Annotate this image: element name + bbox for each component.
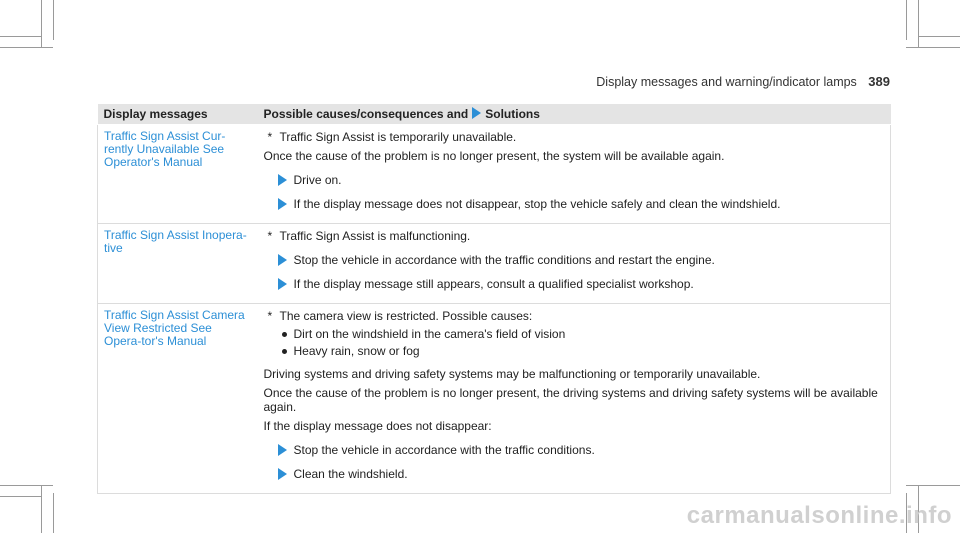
message-cell [98,304,258,494]
info-paragraph: Once the cause of the problem is no longer present, the driving systems and driving safety systems will be available again. [263,386,878,414]
display-message-text: Traffic Sign Assist Inopera-tive [104,228,247,255]
section-title: Display messages and warning/indicator lamps [596,75,857,89]
action-arrow-icon [278,254,287,266]
display-message-text: Traffic Sign Assist Cur-rently Unavailable See Operator's Manual [104,129,226,169]
crop-mark [918,36,960,37]
bullet-dot-icon [282,349,287,354]
action-step [264,197,885,211]
cause-text: Traffic Sign Assist is temporarily unavailable. [279,130,517,144]
causes-header-text: Possible causes/consequences and [263,107,469,121]
action-arrow-icon [278,174,287,186]
crop-mark [41,0,42,47]
crop-mark [53,0,54,40]
action-step [264,467,885,481]
table-row [98,224,891,304]
cause-item: * Traffic Sign Assist is malfunctioning. [267,229,471,243]
action-step [264,173,885,187]
action-text: Drive on. [293,173,342,187]
solution-cell [258,304,891,494]
solution-cell [258,224,891,304]
crop-mark [0,485,53,486]
crop-mark [918,0,919,47]
info-paragraph: If the display message does not disappear: [263,419,492,433]
action-arrow-icon [278,468,287,480]
crop-mark [906,0,907,40]
message-cell [98,224,258,304]
page-header [596,74,890,89]
cause-text: The camera view is restricted. Possible causes: [279,309,533,323]
watermark: carmanualsonline.info [686,502,952,529]
action-step [264,277,885,291]
message-cell [98,125,258,224]
action-arrow-icon [278,198,287,210]
bullet-text: Heavy rain, snow or fog [293,344,420,358]
info-paragraph: Once the cause of the problem is no longer present, the system will be available again. [263,149,725,163]
action-text: Stop the vehicle in accordance with the traffic conditions and restart the engine. [293,253,715,267]
table-row [98,125,891,224]
crop-mark [906,47,960,48]
page-number: 389 [868,74,890,89]
info-paragraph: Driving systems and driving safety systems may be malfunctioning or temporarily unavailable. [263,367,761,381]
action-arrow-icon [472,107,481,119]
solutions-header-text: Solutions [485,107,540,121]
table-header-row [98,104,891,125]
bullet-text: Dirt on the windshield in the camera's field of vision [293,327,566,341]
crop-mark [0,496,41,497]
cause-text: Traffic Sign Assist is malfunctioning. [279,229,471,243]
column-header-causes [258,104,891,125]
cause-item: * The camera view is restricted. Possible causes: [267,309,533,323]
crop-mark [0,47,53,48]
display-messages-table [97,104,891,494]
action-text: Clean the windshield. [293,467,408,481]
action-step [264,253,885,267]
action-arrow-icon [278,444,287,456]
action-text: If the display message does not disappear, stop the vehicle safely and clean the windshield. [293,197,781,211]
action-text: If the display message still appears, consult a qualified specialist workshop. [293,277,694,291]
action-arrow-icon [278,278,287,290]
action-text: Stop the vehicle in accordance with the traffic conditions. [293,443,595,457]
solution-cell [258,125,891,224]
column-header-messages: Display messages [98,104,258,125]
table-row [98,304,891,494]
crop-mark [0,36,41,37]
cause-item: * Traffic Sign Assist is temporarily unavailable. [267,130,517,144]
bullet-item [264,327,885,341]
crop-mark [906,485,960,486]
bullet-item [264,344,885,358]
crop-mark [53,493,54,533]
crop-mark [41,485,42,533]
action-step [264,443,885,457]
display-message-text: Traffic Sign Assist Camera View Restricted See Opera-tor's Manual [104,308,245,348]
bullet-dot-icon [282,332,287,337]
